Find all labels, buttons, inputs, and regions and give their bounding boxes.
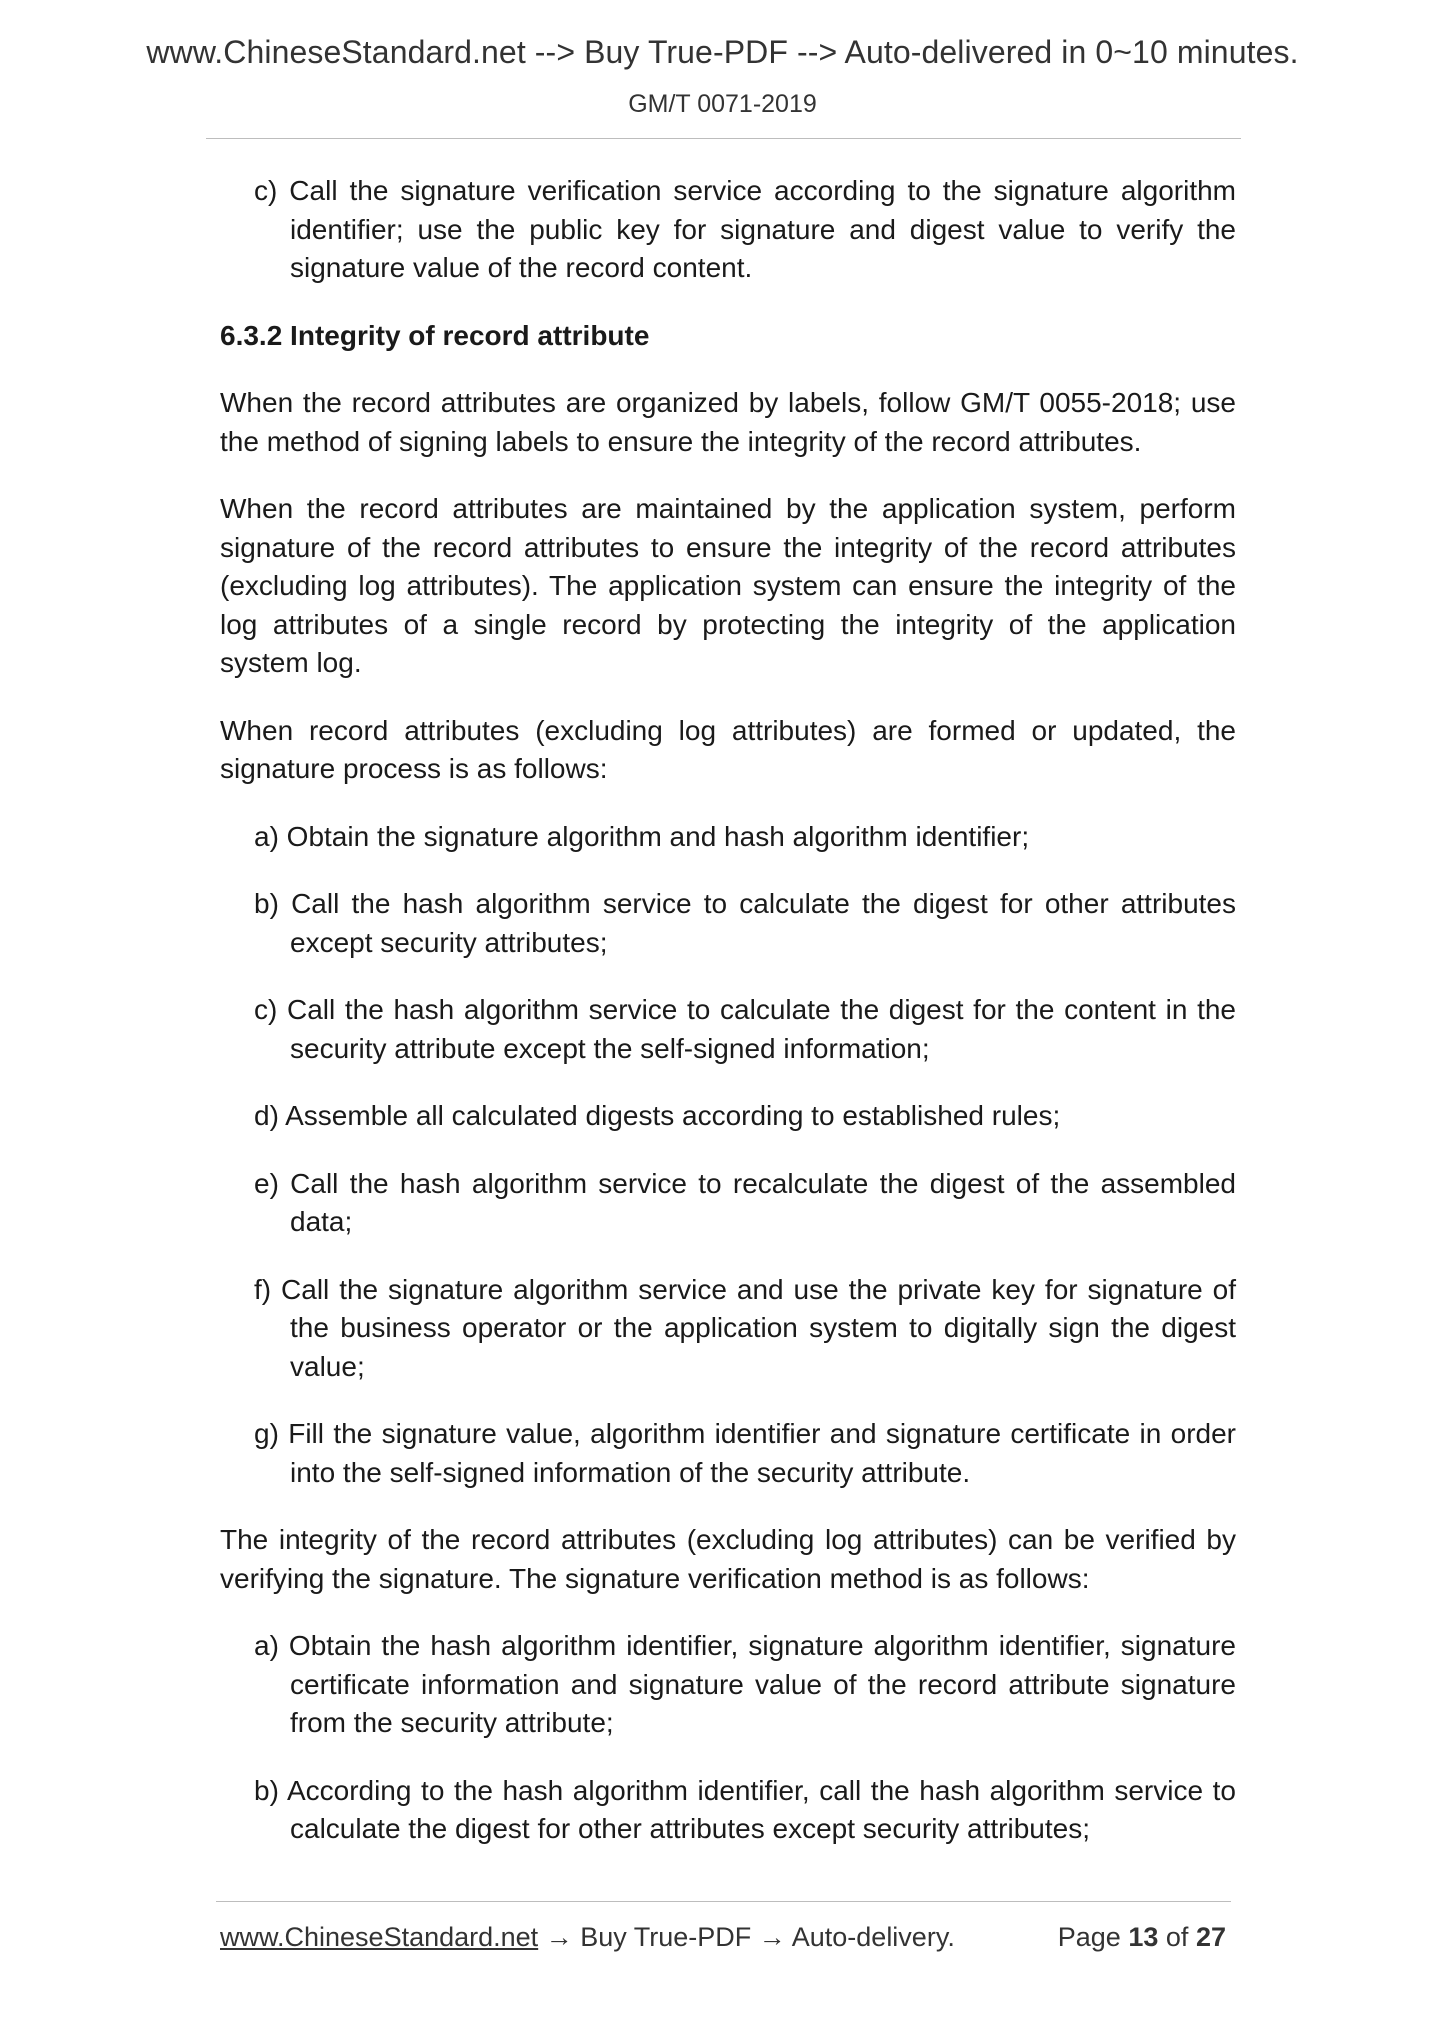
footer-site-link[interactable]: www.ChineseStandard.net <box>220 1922 539 1952</box>
paragraph: When the record attributes are maintained by the application system, perform signature of the record attributes to ensure the integrity of the record attributes (excluding log attributes). The application system can ensure the integrity of the log attributes of a single record by protecting the integrity of the application system log. <box>220 493 1236 678</box>
paragraph: When the record attributes are organized by labels, follow GM/T 0055-2018; use the method of signing labels to ensure the integrity of the record attributes. <box>220 387 1236 457</box>
header-divider <box>206 138 1241 139</box>
list-item: c) Call the hash algorithm service to calculate the digest for the content in the security attribute except the self-signed information; <box>254 994 1236 1064</box>
site-banner: www.ChineseStandard.net --> Buy True-PDF --> Auto-delivered in 0~10 minutes. <box>146 34 1299 70</box>
document-body <box>220 172 1236 1878</box>
section-heading: 6.3.2 Integrity of record attribute <box>220 319 650 351</box>
page-number: 13 <box>1128 1922 1159 1952</box>
list-item: e) Call the hash algorithm service to recalculate the digest of the assembled data; <box>254 1167 1236 1237</box>
list-item: f) Call the signature algorithm service and use the private key for signature of the business operator or the application system to digitally sign the digest value; <box>254 1273 1236 1382</box>
list-item: a) Obtain the signature algorithm and hash algorithm identifier; <box>254 820 1030 852</box>
footer-divider <box>216 1901 1231 1902</box>
footer-tagline-text: → Buy True-PDF → Auto-delivery. <box>538 1922 955 1952</box>
list-item: c) Call the signature verification service according to the signature algorithm identifier; use the public key for signature and digest value to verify the signature value of the record content. <box>254 175 1236 283</box>
page-indicator <box>1058 1922 1226 1953</box>
list-item: b) Call the hash algorithm service to calculate the digest for other attributes except security attributes; <box>254 888 1236 958</box>
paragraph: The integrity of the record attributes (excluding log attributes) can be verified by verifying the signature. The signature verification method is as follows: <box>220 1524 1236 1594</box>
of-word: of <box>1165 1922 1189 1952</box>
page-word: Page <box>1057 1922 1121 1952</box>
footer-tagline <box>220 1922 955 1953</box>
list-item: a) Obtain the hash algorithm identifier, signature algorithm identifier, signature certificate information and signature value of the record attribute signature from the security attribute; <box>254 1630 1236 1738</box>
page-total: 27 <box>1195 1922 1226 1952</box>
list-item: d) Assemble all calculated digests according to established rules; <box>254 1100 1061 1131</box>
paragraph: When record attributes (excluding log attributes) are formed or updated, the signature process is as follows: <box>220 714 1236 784</box>
list-item: g) Fill the signature value, algorithm identifier and signature certificate in order into the self-signed information of the security attribute. <box>254 1418 1236 1488</box>
list-item: b) According to the hash algorithm identifier, call the hash algorithm service to calculate the digest for other attributes except security attributes; <box>254 1774 1236 1844</box>
document-id: GM/T 0071-2019 <box>628 90 817 118</box>
